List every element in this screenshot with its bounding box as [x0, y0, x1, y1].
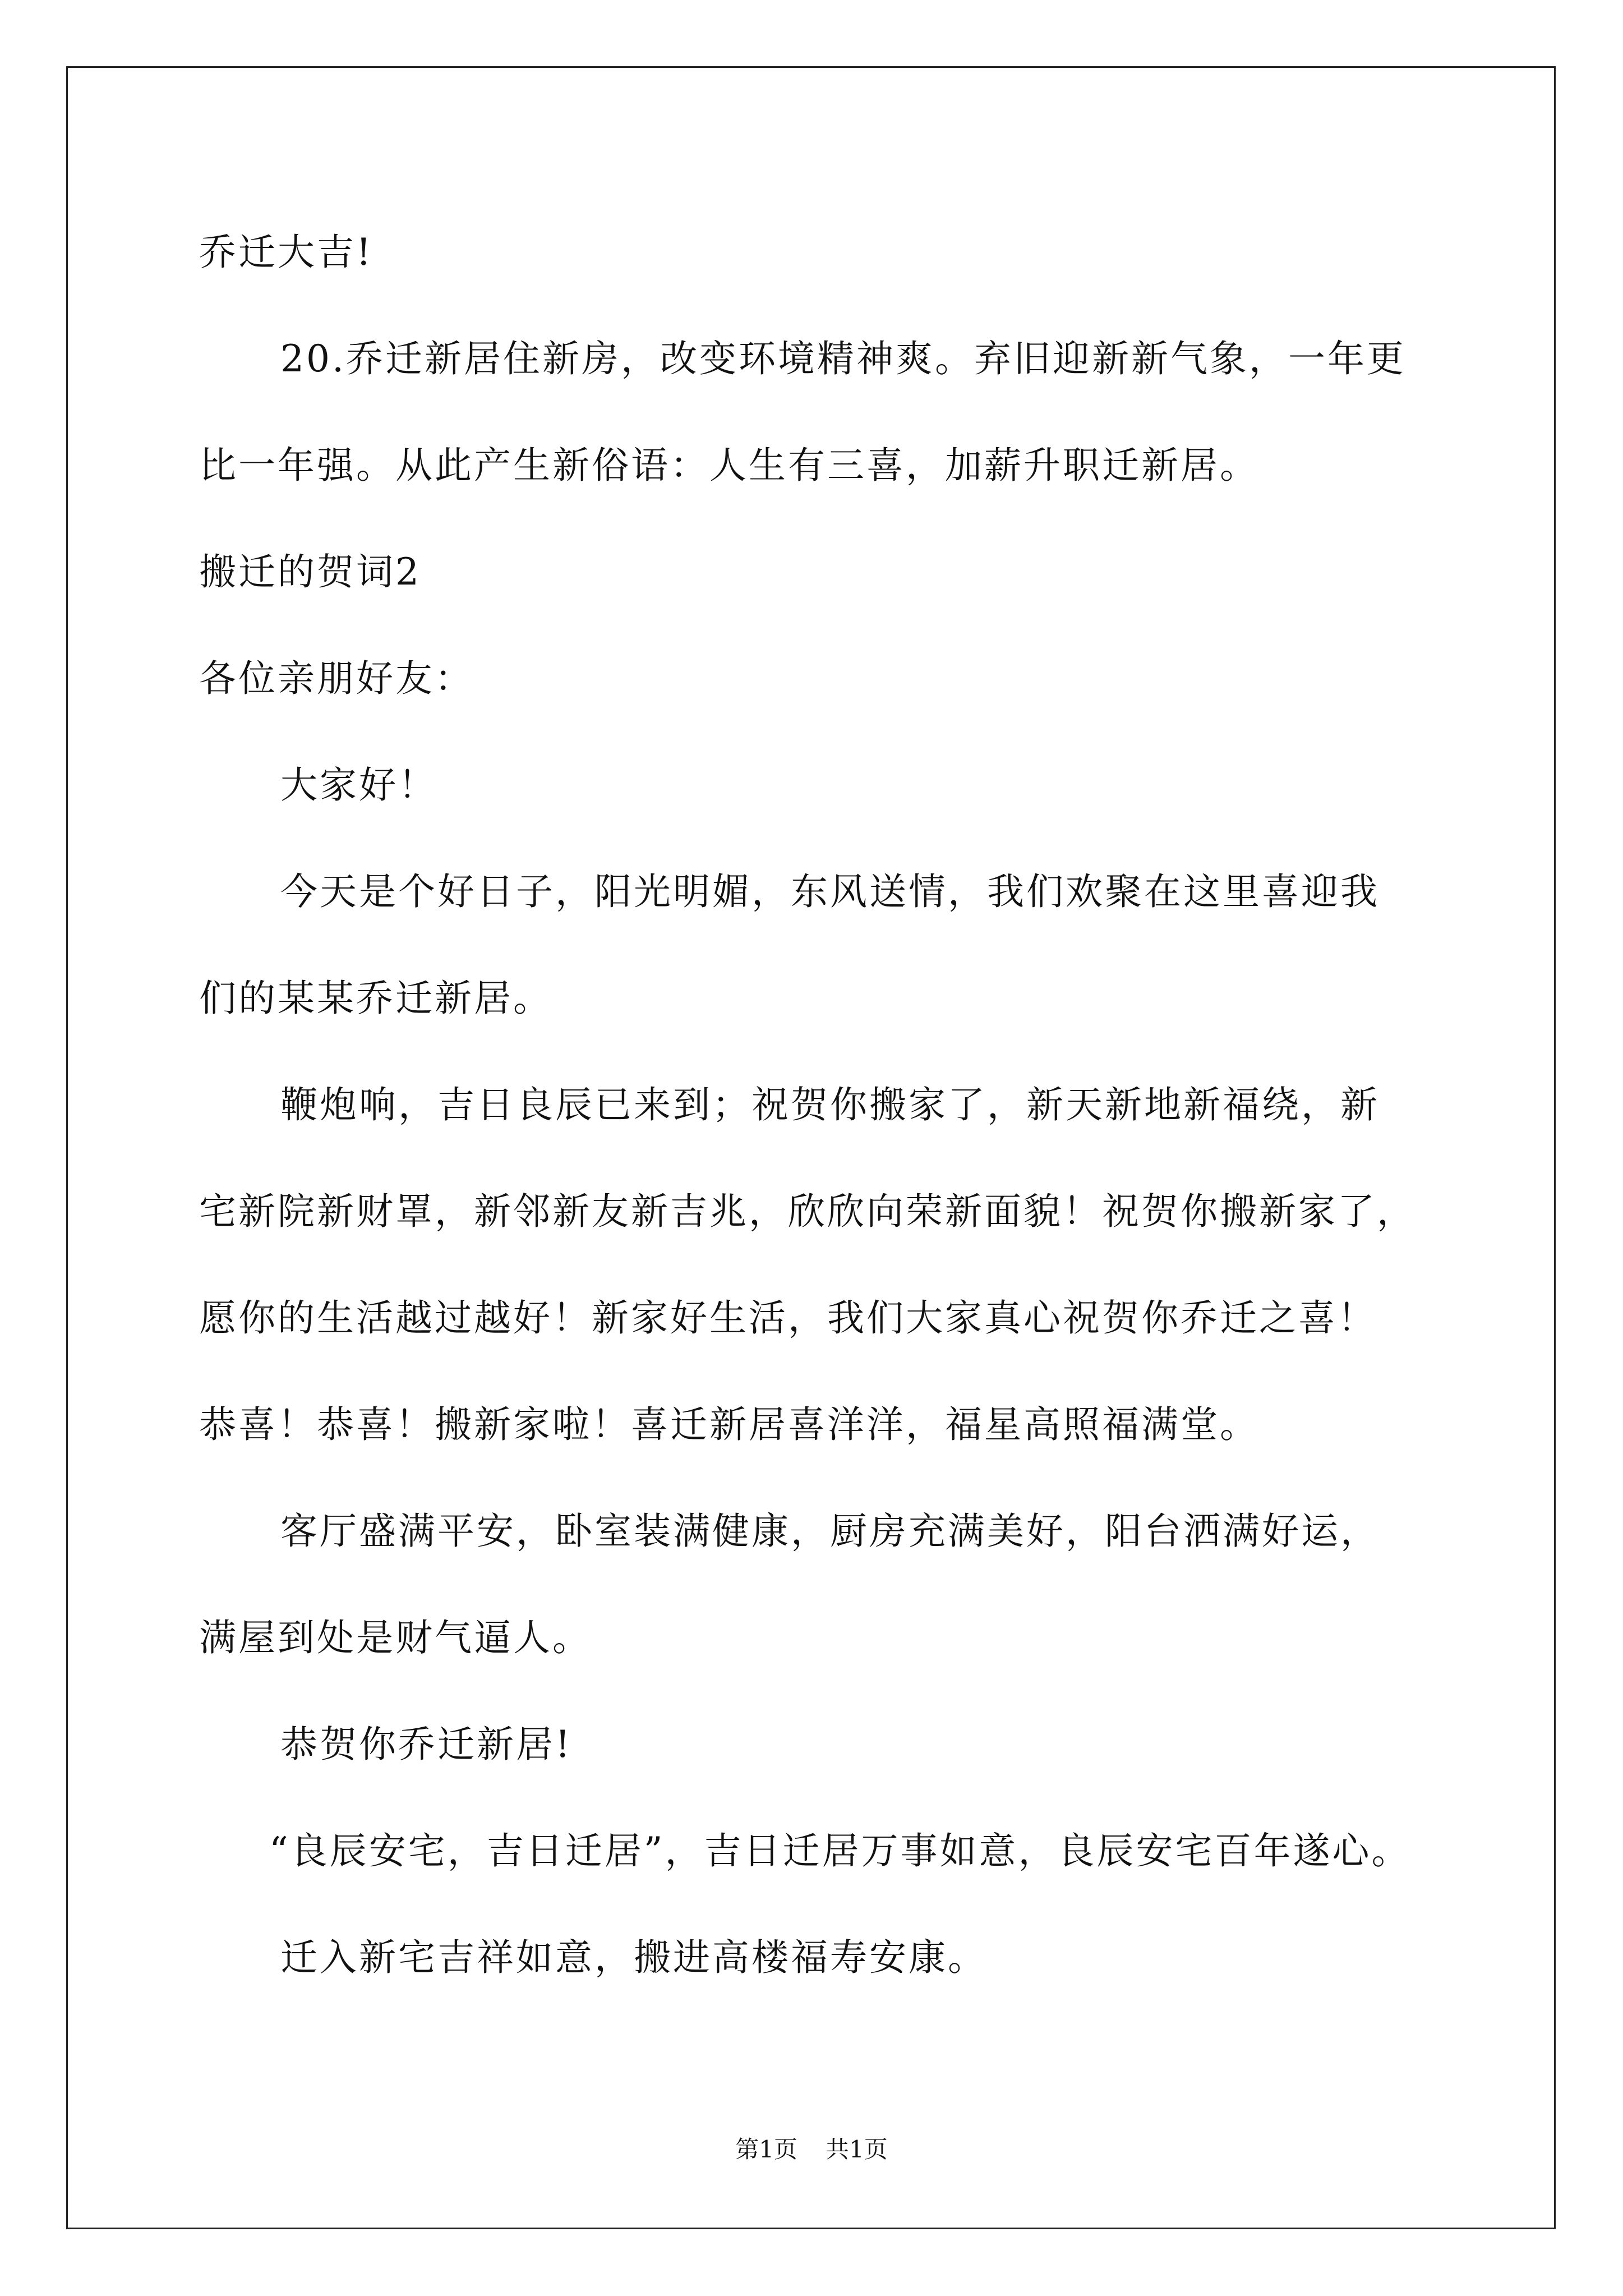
text-line-1: 乔迁大吉! — [199, 231, 374, 274]
text-line-11: 愿你的生活越过越好！新家好生活，我们大家真心祝贺你乔迁之喜！ — [199, 1296, 1377, 1340]
salutation: 各位亲朋好友： — [199, 657, 474, 700]
page-total: 共1页 — [826, 2136, 888, 2163]
text-line-17: 迁入新宅吉祥如意，搬进高楼福寿安康。 — [280, 1936, 987, 1979]
text-line-16: “良辰安宅，吉日迁居”，吉日迁居万事如意，良辰安宅百年遂心。 — [269, 1829, 1411, 1872]
page-border — [66, 66, 1556, 2229]
text-line-13: 客厅盛满平安，卧室装满健康，厨房充满美好，阳台洒满好运， — [280, 1510, 1380, 1553]
text-line-14: 满屋到处是财气逼人。 — [199, 1616, 592, 1659]
page-number: 第1页 — [735, 2136, 797, 2163]
text-line-3: 比一年强。从此产生新俗语：人生有三喜，加薪升职迁新居。 — [199, 444, 1259, 487]
text-line-10: 宅新院新财罩，新邻新友新吉兆，欣欣向荣新面貌！祝贺你搬新家了， — [199, 1190, 1416, 1233]
page-footer — [0, 2136, 1623, 2164]
section-heading: 搬迁的贺词2 — [199, 550, 421, 593]
text-line-8: 们的某某乔迁新居。 — [199, 977, 552, 1020]
text-line-12: 恭喜！恭喜！搬新家啦！喜迁新居喜洋洋，福星高照福满堂。 — [199, 1403, 1259, 1446]
greeting: 大家好！ — [280, 763, 437, 807]
text-line-15: 恭贺你乔迁新居! — [280, 1723, 573, 1766]
text-line-9: 鞭炮响，吉日良辰已来到；祝贺你搬家了，新天新地新福绕，新 — [280, 1083, 1380, 1126]
text-line-2: 20.乔迁新居住新房，改变环境精神爽。弃旧迎新新气象，一年更 — [280, 337, 1406, 380]
text-line-7: 今天是个好日子，阳光明媚，东风送情，我们欢聚在这里喜迎我 — [280, 870, 1380, 913]
